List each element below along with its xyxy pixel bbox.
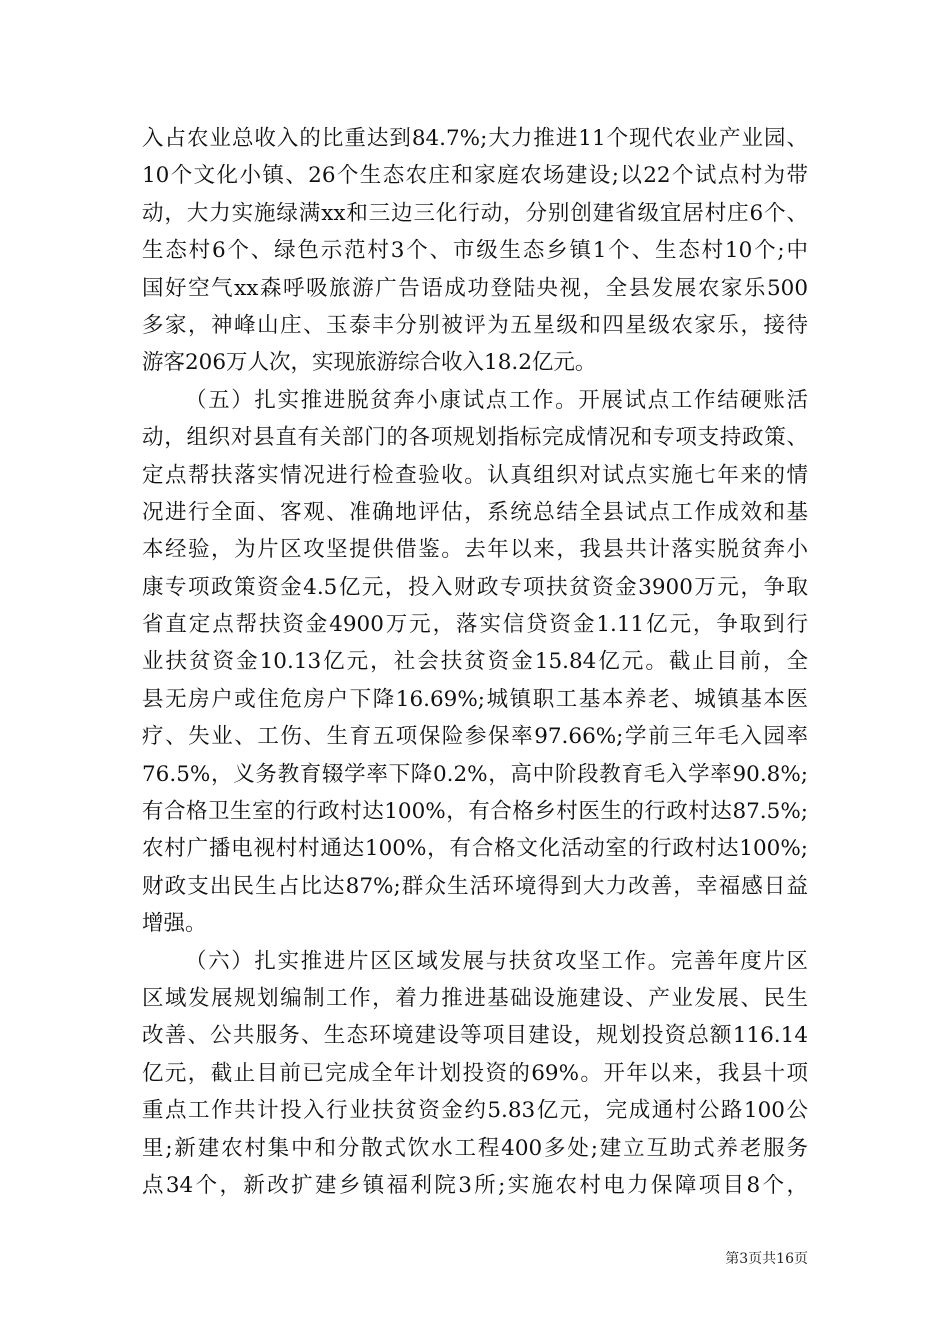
- page-number-footer: 第3页共16页: [725, 1251, 808, 1267]
- paragraph-3-line: 点34个，新改扩建乡镇福利院3所;实施农村电力保障项目8个，: [142, 1172, 808, 1198]
- paragraph-2-line: 增强。: [142, 911, 207, 937]
- paragraph-3-line: 重点工作共计投入行业扶贫资金约5.83亿元，完成通村公路100公: [142, 1098, 808, 1124]
- paragraph-2-line: 省直定点帮扶资金4900万元，落实信贷资金1.11亿元，争取到行: [142, 612, 808, 638]
- paragraph-3-line: （六）扎实推进片区区域发展与扶贫攻坚工作。完善年度片区: [185, 948, 808, 974]
- paragraph-2-line: （五）扎实推进脱贫奔小康试点工作。开展试点工作结硬账活: [185, 387, 808, 413]
- paragraph-2-line: 本经验，为片区攻坚提供借鉴。去年以来，我县共计落实脱贫奔小: [142, 537, 808, 563]
- paragraph-1-line: 国好空气xx森呼吸旅游广告语成功登陆央视，全县发展农家乐500: [142, 275, 808, 301]
- paragraph-3-line: 区域发展规划编制工作，着力推进基础设施建设、产业发展、民生: [142, 985, 808, 1011]
- paragraph-2-line: 定点帮扶落实情况进行检查验收。认真组织对试点实施七年来的情: [142, 462, 808, 488]
- paragraph-1-line: 10个文化小镇、26个生态农庄和家庭农场建设;以22个试点村为带: [142, 163, 808, 189]
- paragraph-1-line: 游客206万人次，实现旅游综合收入18.2亿元。: [142, 350, 597, 376]
- body-text: [142, 120, 808, 1204]
- paragraph-2-line: 况进行全面、客观、准确地评估，系统总结全县试点工作成效和基: [142, 499, 808, 525]
- paragraph-2-line: 财政支出民生占比达87%;群众生活环境得到大力改善，幸福感日益: [142, 873, 808, 899]
- paragraph-2-line: 农村广播电视村村通达100%，有合格文化活动室的行政村达100%;: [142, 836, 808, 862]
- paragraph-2-line: 业扶贫资金10.13亿元，社会扶贫资金15.84亿元。截止目前，全: [142, 649, 808, 675]
- paragraph-1-line: 多家，神峰山庄、玉泰丰分别被评为五星级和四星级农家乐，接待: [142, 312, 808, 338]
- paragraph-2-line: 有合格卫生室的行政村达100%，有合格乡村医生的行政村达87.5%;: [142, 799, 808, 825]
- paragraph-1-line: 生态村6个、绿色示范村3个、市级生态乡镇1个、生态村10个;中: [142, 238, 808, 264]
- paragraph-2-line: 疗、失业、工伤、生育五项保险参保率97.66%;学前三年毛入园率: [142, 724, 808, 750]
- paragraph-1-line: 动，大力实施绿满xx和三边三化行动，分别创建省级宜居村庄6个、: [142, 200, 808, 226]
- paragraph-3-line: 改善、公共服务、生态环境建设等项目建设，规划投资总额116.14: [142, 1023, 808, 1049]
- paragraph-3-line: 里;新建农村集中和分散式饮水工程400多处;建立互助式养老服务: [142, 1135, 808, 1161]
- paragraph-2-line: 县无房户或住危房户下降16.69%;城镇职工基本养老、城镇基本医: [142, 686, 808, 712]
- paragraph-3-line: 亿元，截止目前已完成全年计划投资的69%。开年以来，我县十项: [142, 1060, 808, 1086]
- paragraph-2-line: 76.5%，义务教育辍学率下降0.2%，高中阶段教育毛入学率90.8%;: [142, 761, 808, 787]
- paragraph-2-line: 康专项政策资金4.5亿元，投入财政专项扶贫资金3900万元，争取: [142, 574, 808, 600]
- paragraph-2-line: 动，组织对县直有关部门的各项规划指标完成情况和专项支持政策、: [142, 425, 808, 451]
- paragraph-1-line: 入占农业总收入的比重达到84.7%;大力推进11个现代农业产业园、: [142, 126, 808, 151]
